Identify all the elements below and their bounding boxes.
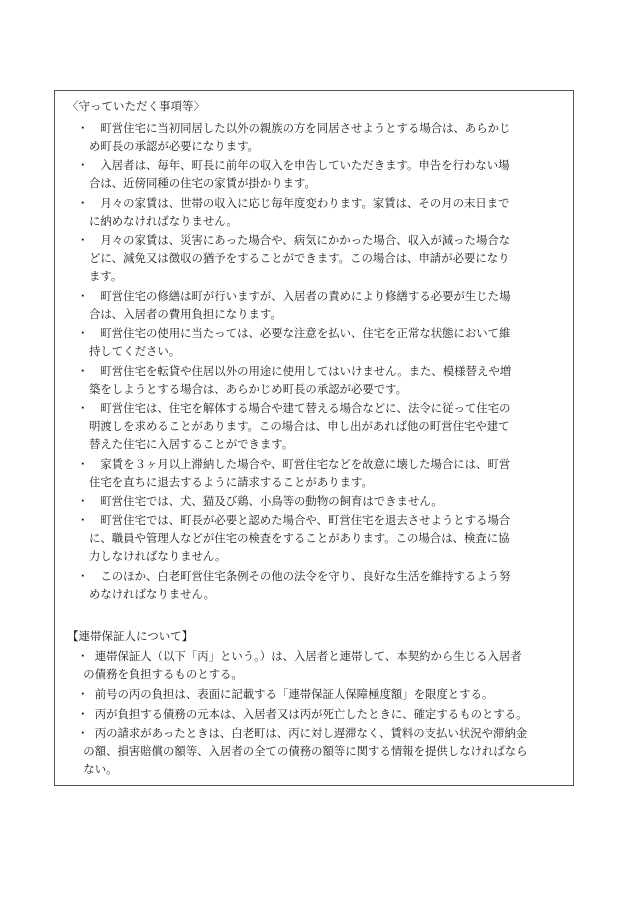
bullet-mark: ・ [77, 401, 89, 415]
text-line: 町営住宅では、町長が必要と認めた場合や、町営住宅を退去させようとする場合 [100, 513, 511, 528]
text-line: 丙の請求があったときは、白老町は、丙に対し遅滞なく、賃料の支払い状況や滞納金 [94, 726, 528, 741]
section-heading-guarantor: 【連帯保証人について】 [67, 629, 194, 643]
bullet-mark: ・ [77, 288, 89, 303]
text-line: の額、損害賠償の額等、入居者の全ての債務の額等に関する情報を提供しなければなら [83, 744, 528, 759]
list-item-text [89, 156, 555, 192]
text-line: このほか、白老町営住宅条例その他の法令を守り、良好な生活を維持するよう努 [100, 568, 511, 583]
list-item-text [89, 492, 555, 510]
bullet-mark: ・ [77, 233, 89, 248]
list-item-text [89, 511, 555, 565]
bullet-mark: ・ [77, 363, 89, 378]
bullet-mark: ・ [77, 687, 89, 702]
list-item-text [89, 705, 555, 723]
list-item-text [89, 287, 555, 323]
text-line: ます。 [89, 269, 123, 284]
text-line: 力しなければなりません。 [89, 549, 227, 564]
list-item-text [89, 231, 555, 285]
text-line: 住宅を直ちに退去するように請求することがあります。 [89, 474, 373, 489]
list-item-text [89, 685, 555, 703]
list-item-text [89, 194, 555, 230]
bullet-mark: ・ [77, 195, 89, 210]
text-line: に納めなければなりません。 [89, 213, 238, 228]
list-item-text [89, 362, 555, 398]
text-line: 築をしようとする場合は、あらかじめ町長の承認が必要です。 [89, 381, 408, 396]
text-line: の債務を負担するものとする。 [83, 667, 243, 681]
text-line: 合は、近傍同種の住宅の家賃が掛かります。 [89, 176, 316, 191]
text-line: 合は、入居者の費用負担になります。 [89, 306, 282, 321]
bullet-mark: ・ [77, 513, 89, 528]
text-line: 町営住宅を転貸や住居以外の用途に使用してはいけません。また、模様替えや増 [100, 363, 512, 378]
text-line: 明渡しを求めることがあります。この場合は、申し出があれば他の町営住宅や建て [89, 419, 510, 433]
text-line: 入居者は、毎年、町長に前年の収入を申告していただきます。申告を行わない場 [100, 158, 510, 173]
bullet-mark: ・ [77, 326, 89, 341]
text-line: ない。 [83, 762, 118, 777]
bullet-mark: ・ [77, 121, 89, 135]
bullet-mark: ・ [77, 494, 89, 508]
text-line: 町営住宅に当初同居した以外の親族の方を同居させようとする場合は、あらかじ [100, 121, 511, 135]
list-item-text [83, 724, 555, 778]
list-item-text [89, 119, 555, 155]
list-item-text [89, 399, 555, 453]
bullet-mark: ・ [77, 649, 89, 663]
text-line: 連帯保証人（以下「丙」という。）は、入居者と連帯して、本契約から生じる入居者 [94, 649, 522, 663]
bullet-mark: ・ [77, 726, 89, 741]
text-line: 月々の家賃は、災害にあった場合や、病気にかかった場合、収入が減った場合な [100, 233, 511, 248]
bullet-mark: ・ [77, 456, 89, 471]
bullet-mark: ・ [77, 568, 89, 583]
text-line: 前号の丙の負担は、表面に記載する「連帯保証人保障極度額」を限度とする。 [94, 687, 494, 702]
list-item-text [83, 647, 555, 683]
list-item-text [89, 324, 555, 360]
list-item-text [89, 455, 555, 491]
text-line: 月々の家賃は、世帯の収入に応じ毎年度変わります。家賃は、その月の末日まで [100, 195, 510, 210]
bullet-mark: ・ [77, 706, 89, 721]
text-line: どに、減免又は徴収の猶予をすることができます。この場合は、申請が必要になり [89, 251, 510, 266]
text-line: 替えた住宅に入居することができます。 [89, 437, 294, 451]
text-line: 家賃を３ヶ月以上滞納した場合や、町営住宅などを故意に壊した場合には、町営 [100, 456, 511, 471]
text-line: に、職員や管理人などが住宅の検査をすることがあります。この場合は、検査に協 [89, 531, 510, 546]
text-line: 持してください。 [89, 344, 181, 359]
text-line: 町営住宅では、犬、猫及び鶏、小鳥等の動物の飼育はできません。 [100, 494, 443, 508]
text-line: 町営住宅は、住宅を解体する場合や建て替える場合などに、法令に従って住宅の [100, 401, 511, 415]
bullet-mark: ・ [77, 158, 89, 173]
text-line: め町長の承認が必要になります。 [89, 139, 259, 153]
text-line: 町営住宅の修繕は町が行いますが、入居者の責めにより修繕する必要が生じた場 [100, 288, 511, 303]
section-heading-rules: 〈守っていただく事項等〉 [67, 99, 205, 113]
text-line: 町営住宅の使用に当たっては、必要な注意を払い、住宅を正常な状態において維 [100, 326, 511, 341]
text-line: 丙が負担する債務の元本は、入居者又は丙が死亡したときに、確定するものとする。 [94, 706, 528, 721]
text-line: めなければなりません。 [89, 586, 215, 601]
document-frame [54, 90, 574, 786]
list-item-text [89, 567, 555, 603]
